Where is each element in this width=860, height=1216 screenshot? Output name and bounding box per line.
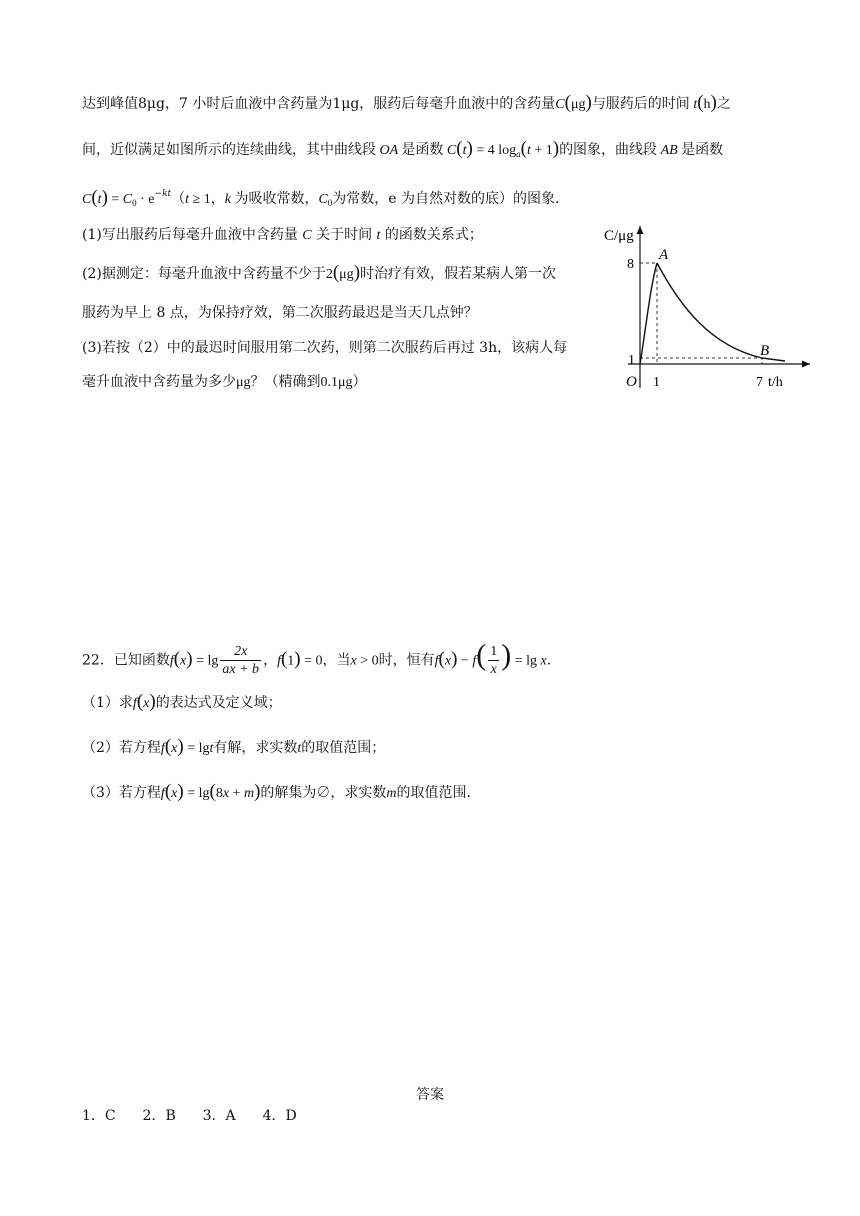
p21-intro-line2: 间，近似满足如图所示的连续曲线，其中曲线段 OA 是函数 C(t) = 4 $\log_a(t + 1)$的图象，曲线段 AB 是函数 [82, 138, 724, 159]
p22-statement: 22．已知函数f(x) = lg $\frac{2x}{ax + b}$ ，f(1) = 0，当x > 0时，恒有f(x) − f( $\frac{1}{x}$ ) = lg x. [82, 638, 552, 677]
p21-question-2-line2: 服药为早上 8 点，为保持疗效，第二次服药最迟是当天几点钟？ [82, 305, 478, 321]
p22-question-2: （2）若方程f(x) = lgt有解，求实数t的取值范围； [82, 736, 386, 757]
x-axis-label: t/h [768, 375, 783, 390]
fraction-2x-over-ax-plus-b: $\frac{2x}{ax + b}$ [222, 644, 260, 677]
answers-title: 答案 [416, 1087, 444, 1103]
answer-3: 3．A [202, 1108, 236, 1124]
p21-question-3-line2: 毫升血液中含药量为多少μg？（精确到0.1μg） [82, 374, 367, 390]
y-tick-1: 1 [628, 353, 635, 368]
concentration-time-graph [600, 218, 815, 393]
answer-1: 1．C [82, 1108, 116, 1124]
answer-4: 4．D [262, 1108, 297, 1124]
x-tick-7: 7 [756, 375, 763, 390]
x-tick-1: 1 [653, 375, 660, 390]
fraction-1-over-x: $\frac{1}{x}$ [490, 644, 498, 677]
x-axis-arrow [802, 361, 810, 368]
p22-question-1: （1）求f(x)的表达式及定义域； [82, 691, 282, 712]
point-B-label: B [760, 343, 770, 359]
p21-question-3-line1: (3)若按（2）中的最迟时间服用第二次药，则第二次服药后再过 3h，该病人每 [82, 340, 568, 356]
p21-intro-line3: $C(t) = C_0 \cdot e^{-kt}(t \ge 1$，k 为吸收常数，$C_0$为常数，e 为自然对数的底）的图象. [82, 187, 560, 208]
origin-label: O [626, 374, 637, 390]
y-axis-arrow [637, 226, 644, 234]
y-tick-8: 8 [627, 257, 634, 272]
p22-question-3: （3）若方程f(x) = lg(8x + m)的解集为∅，求实数m的取值范围. [82, 781, 471, 802]
p21-question-1: (1)写出服药后每毫升血液中含药量 C 关于时间 t 的函数关系式； [82, 227, 483, 243]
y-axis-label: C/μg [604, 228, 634, 244]
p21-question-2-line1: (2)据测定：每毫升血液中含药量不少于2(μg)时治疗有效，假若某病人第一次 [82, 262, 557, 283]
answer-2: 2．B [142, 1108, 176, 1124]
answers-list [82, 1106, 297, 1126]
point-A-label: A [659, 247, 669, 263]
curve-OA [640, 263, 657, 364]
p21-intro-line1: 达到峰值8μg，7 小时后血液中含药量为1μg，服药后每毫升血液中的含药量C(μg)与服药后的时间 t(h)之 [82, 92, 731, 113]
